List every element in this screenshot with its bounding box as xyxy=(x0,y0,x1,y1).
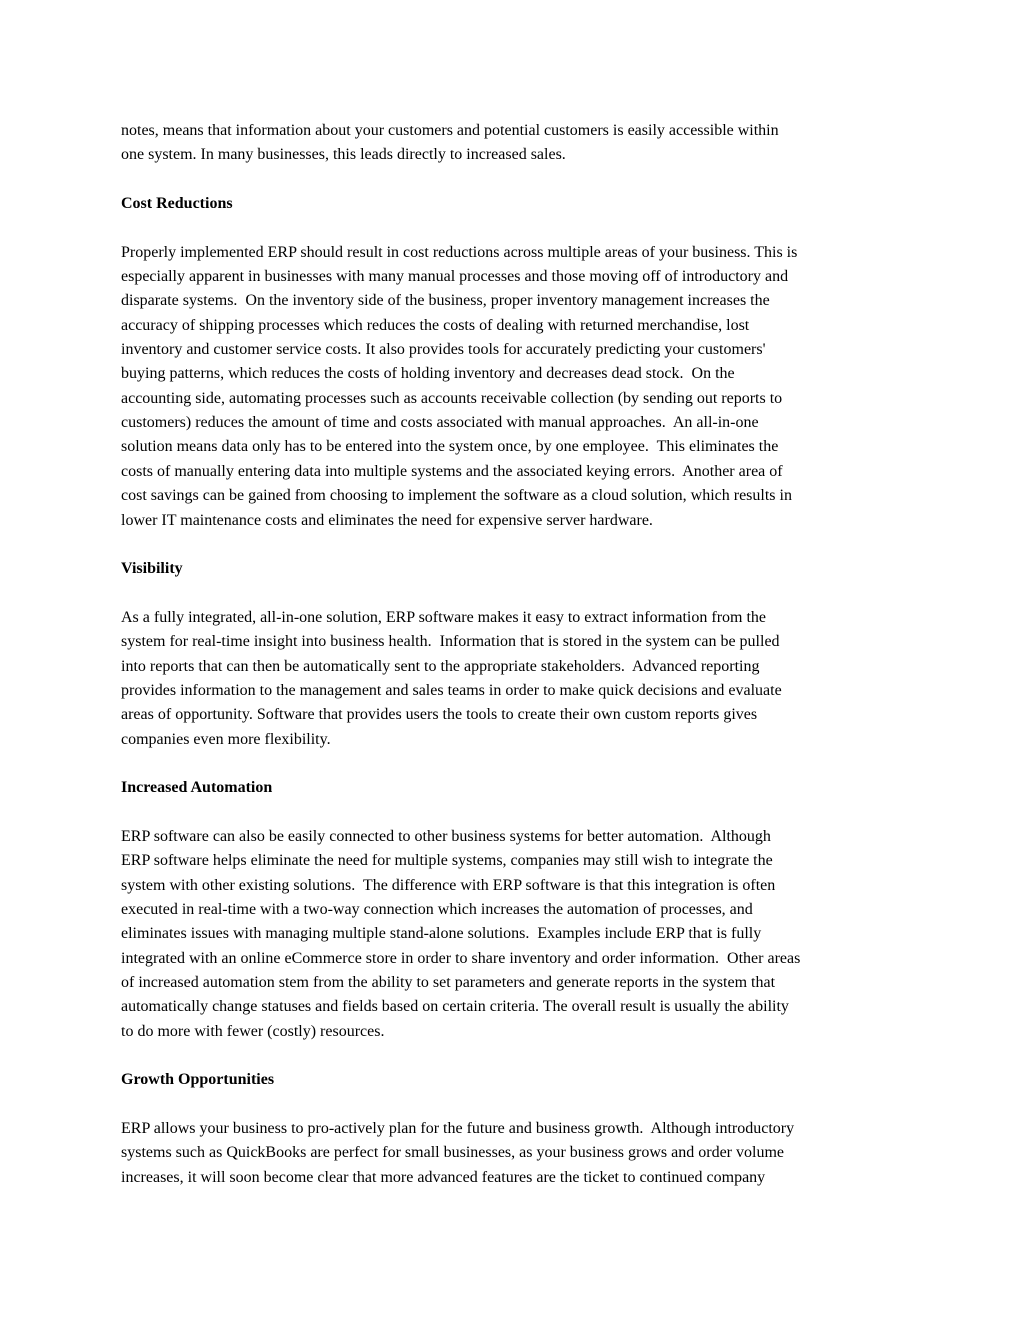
paragraph-line: ERP software can also be easily connected to other business systems for better automation. Although xyxy=(121,827,771,845)
paragraph-line: inventory and customer service costs. It also provides tools for accurately predicting your customers' xyxy=(121,341,766,359)
paragraph-line: to do more with fewer (costly) resources. xyxy=(121,1022,385,1040)
section-heading-growth-opportunities: Growth Opportunities xyxy=(121,1071,275,1089)
paragraph-line: solution means data only has to be entered into the system once, by one employee. This eliminates the xyxy=(121,438,779,456)
paragraph-line: system with other existing solutions. The difference with ERP software is that this integration is often xyxy=(121,876,776,894)
section-heading-visibility: Visibility xyxy=(121,560,183,578)
document-page xyxy=(121,119,911,1190)
increased-automation-paragraph xyxy=(121,825,911,1044)
paragraph-line: one system. In many businesses, this leads directly to increased sales. xyxy=(121,146,566,164)
paragraph-line: Properly implemented ERP should result in cost reductions across multiple areas of your business. This is xyxy=(121,243,798,261)
intro-paragraph xyxy=(121,119,911,168)
paragraph-line: accuracy of shipping processes which reduces the costs of dealing with returned merchandise, lost xyxy=(121,316,750,334)
paragraph-line: As a fully integrated, all-in-one solution, ERP software makes it easy to extract information from the xyxy=(121,608,767,626)
paragraph-line: system for real-time insight into business health. Information that is stored in the system can be pulled xyxy=(121,633,780,651)
paragraph-line: areas of opportunity. Software that provides users the tools to create their own custom reports gives xyxy=(121,706,758,724)
paragraph-line: notes, means that information about your customers and potential customers is easily accessible within xyxy=(121,122,779,139)
paragraph-line: systems such as QuickBooks are perfect for small businesses, as your business grows and order volume xyxy=(121,1144,784,1162)
paragraph-line: companies even more flexibility. xyxy=(121,730,331,748)
paragraph-line: provides information to the management and sales teams in order to make quick decisions and evaluate xyxy=(121,681,782,699)
paragraph-line: increases, it will soon become clear that more advanced features are the ticket to continued company xyxy=(121,1168,766,1186)
paragraph-line: customers) reduces the amount of time and costs associated with manual approaches. An all-in-one xyxy=(121,414,759,432)
paragraph-line: cost savings can be gained from choosing to implement the software as a cloud solution, which results in xyxy=(121,487,792,505)
cost-reductions-paragraph xyxy=(121,241,911,533)
visibility-paragraph xyxy=(121,606,911,752)
paragraph-line: disparate systems. On the inventory side of the business, proper inventory management increases the xyxy=(121,292,770,310)
paragraph-line: costs of manually entering data into multiple systems and the associated keying errors. Another area of xyxy=(121,462,783,480)
paragraph-line: accounting side, automating processes such as accounts receivable collection (by sending out reports to xyxy=(121,389,783,407)
paragraph-line: ERP allows your business to pro-actively plan for the future and business growth. Although introductory xyxy=(121,1120,795,1138)
paragraph-line: automatically change statuses and fields based on certain criteria. The overall result is usually the ability xyxy=(121,998,789,1016)
paragraph-line: lower IT maintenance costs and eliminates the need for expensive server hardware. xyxy=(121,511,653,529)
paragraph-line: especially apparent in businesses with many manual processes and those moving off of introductory and xyxy=(121,268,789,286)
section-heading-increased-automation: Increased Automation xyxy=(121,779,273,797)
paragraph-line: ERP software helps eliminate the need for multiple systems, companies may still wish to integrate the xyxy=(121,852,773,870)
paragraph-line: eliminates issues with managing multiple stand-alone solutions. Examples include ERP that is fully xyxy=(121,925,762,943)
growth-opportunities-paragraph xyxy=(121,1117,911,1190)
paragraph-line: into reports that can then be automatically sent to the appropriate stakeholders. Advanced reporting xyxy=(121,657,760,675)
paragraph-line: executed in real-time with a two-way connection which increases the automation of processes, and xyxy=(121,901,753,918)
section-heading-cost-reductions: Cost Reductions xyxy=(121,195,233,213)
paragraph-line: integrated with an online eCommerce store in order to share inventory and order information. Other areas xyxy=(121,949,801,967)
paragraph-line: of increased automation stem from the ability to set parameters and generate reports in the system that xyxy=(121,974,776,992)
paragraph-line: buying patterns, which reduces the costs of holding inventory and decreases dead stock. On the xyxy=(121,365,735,383)
